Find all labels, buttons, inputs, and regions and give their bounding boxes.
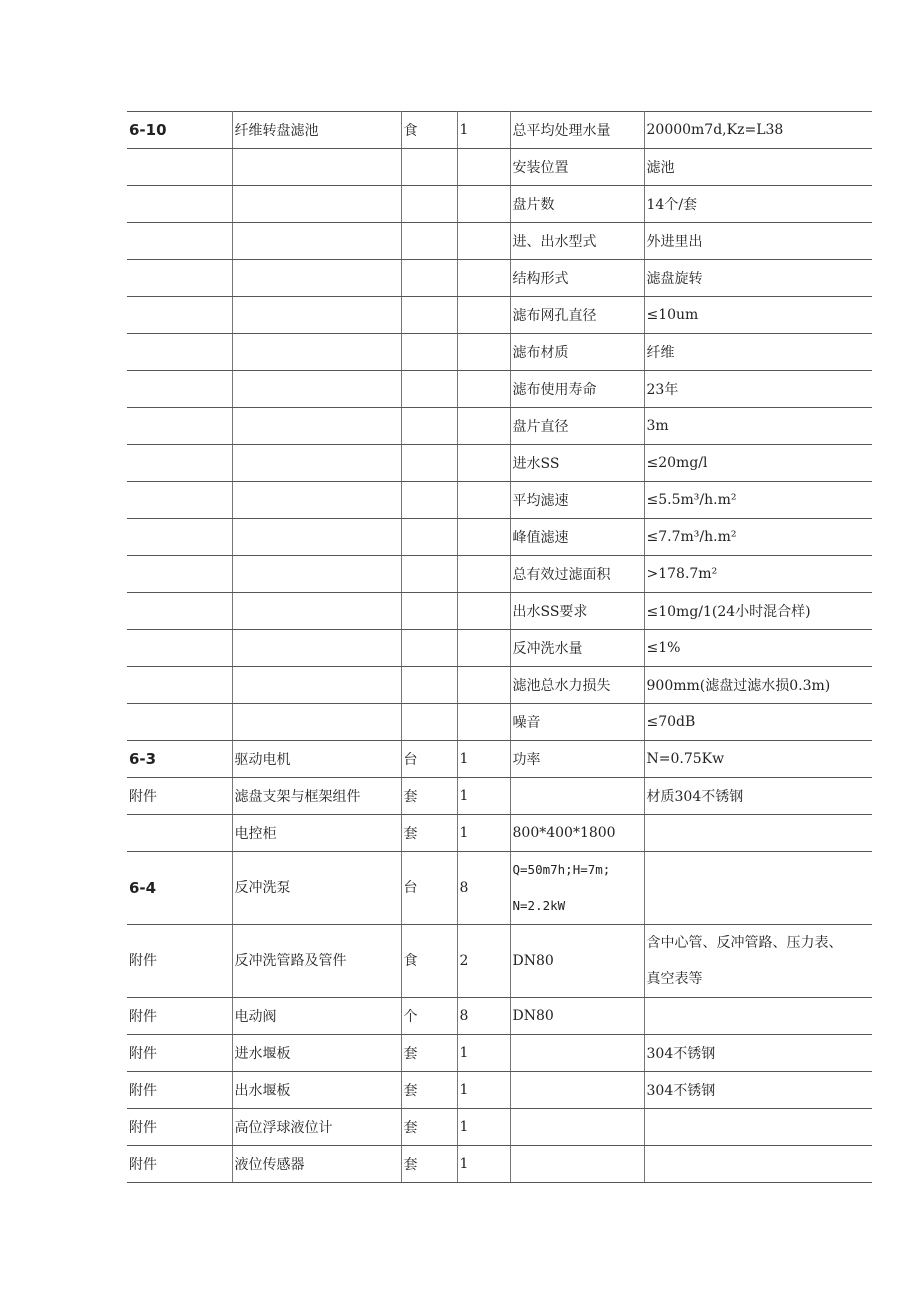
value-cell: ≤10um <box>644 297 872 334</box>
item-name-cell: 滤盘支架与框架组件 <box>232 778 401 815</box>
item-name-cell: 反冲洗泵 <box>232 852 401 925</box>
item-number-cell: 附件 <box>127 925 232 998</box>
value-cell: ≤70dB <box>644 704 872 741</box>
value-cell: 滤盘旋转 <box>644 260 872 297</box>
value-line: 真空表等 <box>646 971 703 987</box>
table-row <box>127 519 872 556</box>
quantity-cell <box>457 593 510 630</box>
value-cell <box>644 1109 872 1146</box>
parameter-cell: 800*400*1800 <box>510 815 644 852</box>
parameter-cell: 反冲洗水量 <box>510 630 644 667</box>
item-name-cell <box>232 371 401 408</box>
quantity-cell <box>457 371 510 408</box>
quantity-cell: 1 <box>457 112 510 149</box>
value-cell: ≤5.5m³/h.m² <box>644 482 872 519</box>
quantity-cell: 2 <box>457 925 510 998</box>
item-number-cell <box>127 260 232 297</box>
item-name-cell <box>232 630 401 667</box>
table-row <box>127 593 872 630</box>
unit-cell: 食 <box>401 925 457 998</box>
value-cell: >178.7m² <box>644 556 872 593</box>
quantity-cell <box>457 667 510 704</box>
unit-cell <box>401 556 457 593</box>
item-number-cell <box>127 519 232 556</box>
table-row <box>127 556 872 593</box>
parameter-cell: 滤布使用寿命 <box>510 371 644 408</box>
item-name-cell: 纤维转盘滤池 <box>232 112 401 149</box>
item-number-cell: 附件 <box>127 1146 232 1183</box>
parameter-cell <box>510 852 644 925</box>
quantity-cell <box>457 223 510 260</box>
item-name-cell <box>232 408 401 445</box>
table-row <box>127 149 872 186</box>
value-cell: 外进里出 <box>644 223 872 260</box>
parameter-cell: 滤布网孔直径 <box>510 297 644 334</box>
table-row <box>127 630 872 667</box>
table-row <box>127 741 872 778</box>
item-name-cell: 出水堰板 <box>232 1072 401 1109</box>
value-cell <box>644 925 872 998</box>
value-cell: 23年 <box>644 371 872 408</box>
table-row <box>127 371 872 408</box>
value-cell: 304不锈钢 <box>644 1072 872 1109</box>
table-row <box>127 925 872 998</box>
table-row <box>127 1035 872 1072</box>
value-cell: 3m <box>644 408 872 445</box>
parameter-cell: 滤池总水力损失 <box>510 667 644 704</box>
table-row <box>127 297 872 334</box>
unit-cell <box>401 297 457 334</box>
item-name-cell <box>232 556 401 593</box>
unit-cell <box>401 519 457 556</box>
table-row <box>127 1072 872 1109</box>
parameter-cell: 峰值滤速 <box>510 519 644 556</box>
unit-cell: 套 <box>401 1072 457 1109</box>
unit-cell: 个 <box>401 998 457 1035</box>
item-name-cell <box>232 223 401 260</box>
parameter-cell: 进水SS <box>510 445 644 482</box>
parameter-cell: 进、出水型式 <box>510 223 644 260</box>
item-name-cell: 进水堰板 <box>232 1035 401 1072</box>
value-cell: 900mm(滤盘过滤水损0.3m) <box>644 667 872 704</box>
table-row <box>127 998 872 1035</box>
parameter-cell <box>510 1035 644 1072</box>
parameter-cell: 结构形式 <box>510 260 644 297</box>
item-number-cell: 附件 <box>127 1035 232 1072</box>
item-number-cell <box>127 149 232 186</box>
value-cell <box>644 815 872 852</box>
table-row <box>127 815 872 852</box>
item-number-cell <box>127 593 232 630</box>
parameter-cell: 盘片直径 <box>510 408 644 445</box>
value-cell: ≤7.7m³/h.m² <box>644 519 872 556</box>
value-cell: 材质304不锈钢 <box>644 778 872 815</box>
quantity-cell <box>457 556 510 593</box>
value-cell <box>644 998 872 1035</box>
unit-cell: 台 <box>401 852 457 925</box>
table-row <box>127 1146 872 1183</box>
item-number-cell <box>127 815 232 852</box>
equipment-spec-table <box>127 111 872 1183</box>
unit-cell <box>401 482 457 519</box>
table-row <box>127 186 872 223</box>
item-name-cell: 电动阀 <box>232 998 401 1035</box>
item-number-cell: 6-10 <box>127 112 232 149</box>
quantity-cell <box>457 297 510 334</box>
item-name-cell <box>232 297 401 334</box>
unit-cell <box>401 371 457 408</box>
quantity-cell <box>457 260 510 297</box>
parameter-cell: 总平均处理水量 <box>510 112 644 149</box>
quantity-cell <box>457 186 510 223</box>
table-row <box>127 334 872 371</box>
parameter-cell: DN80 <box>510 998 644 1035</box>
table-row <box>127 852 872 925</box>
quantity-cell <box>457 334 510 371</box>
item-number-cell: 附件 <box>127 1109 232 1146</box>
item-number-cell: 6-4 <box>127 852 232 925</box>
unit-cell: 食 <box>401 112 457 149</box>
table-row <box>127 223 872 260</box>
item-number-cell: 附件 <box>127 778 232 815</box>
item-number-cell: 附件 <box>127 998 232 1035</box>
parameter-cell: 出水SS要求 <box>510 593 644 630</box>
quantity-cell <box>457 445 510 482</box>
value-cell: 14个/套 <box>644 186 872 223</box>
unit-cell: 套 <box>401 1109 457 1146</box>
item-number-cell <box>127 223 232 260</box>
unit-cell <box>401 408 457 445</box>
table-body <box>127 112 872 1183</box>
item-number-cell <box>127 445 232 482</box>
value-cell: ≤10mg/1(24小时混合样) <box>644 593 872 630</box>
quantity-cell: 8 <box>457 852 510 925</box>
unit-cell: 台 <box>401 741 457 778</box>
parameter-cell <box>510 1072 644 1109</box>
parameter-line: Q=50m7h;H=7m; <box>512 862 611 877</box>
quantity-cell <box>457 408 510 445</box>
parameter-cell <box>510 778 644 815</box>
unit-cell <box>401 186 457 223</box>
quantity-cell: 8 <box>457 998 510 1035</box>
table-row <box>127 667 872 704</box>
quantity-cell: 1 <box>457 1072 510 1109</box>
item-name-cell: 驱动电机 <box>232 741 401 778</box>
table-row <box>127 112 872 149</box>
parameter-cell: 安装位置 <box>510 149 644 186</box>
item-number-cell <box>127 408 232 445</box>
value-cell: 滤池 <box>644 149 872 186</box>
parameter-cell <box>510 1109 644 1146</box>
unit-cell <box>401 149 457 186</box>
item-name-cell <box>232 482 401 519</box>
quantity-cell <box>457 519 510 556</box>
item-number-cell <box>127 667 232 704</box>
table-row <box>127 1109 872 1146</box>
item-number-cell: 6-3 <box>127 741 232 778</box>
value-cell: N=0.75Kw <box>644 741 872 778</box>
parameter-cell: 滤布材质 <box>510 334 644 371</box>
value-cell: 纤维 <box>644 334 872 371</box>
unit-cell <box>401 593 457 630</box>
table-row <box>127 445 872 482</box>
quantity-cell: 1 <box>457 1035 510 1072</box>
item-name-cell <box>232 186 401 223</box>
parameter-cell: 噪音 <box>510 704 644 741</box>
quantity-cell: 1 <box>457 815 510 852</box>
parameter-cell: 平均滤速 <box>510 482 644 519</box>
value-line: 含中心管、反冲管路、压力表、 <box>646 935 843 951</box>
unit-cell <box>401 667 457 704</box>
quantity-cell: 1 <box>457 1109 510 1146</box>
item-name-cell <box>232 704 401 741</box>
unit-cell: 套 <box>401 1146 457 1183</box>
unit-cell: 套 <box>401 815 457 852</box>
item-name-cell: 电控柜 <box>232 815 401 852</box>
item-number-cell <box>127 334 232 371</box>
value-cell <box>644 1146 872 1183</box>
parameter-cell: DN80 <box>510 925 644 998</box>
item-name-cell <box>232 593 401 630</box>
item-number-cell <box>127 704 232 741</box>
unit-cell <box>401 223 457 260</box>
value-cell: ≤1% <box>644 630 872 667</box>
table-row <box>127 482 872 519</box>
unit-cell <box>401 704 457 741</box>
value-cell: 20000m7d,Kz=L38 <box>644 112 872 149</box>
item-number-cell <box>127 630 232 667</box>
item-name-cell: 高位浮球液位计 <box>232 1109 401 1146</box>
table-row <box>127 408 872 445</box>
item-number-cell <box>127 371 232 408</box>
item-number-cell <box>127 186 232 223</box>
item-name-cell <box>232 519 401 556</box>
item-name-cell <box>232 445 401 482</box>
parameter-cell <box>510 1146 644 1183</box>
value-cell: 304不锈钢 <box>644 1035 872 1072</box>
value-cell <box>644 852 872 925</box>
item-number-cell: 附件 <box>127 1072 232 1109</box>
quantity-cell <box>457 482 510 519</box>
parameter-cell: 功率 <box>510 741 644 778</box>
item-name-cell: 液位传感器 <box>232 1146 401 1183</box>
quantity-cell: 1 <box>457 741 510 778</box>
unit-cell <box>401 445 457 482</box>
parameter-line: N=2.2kW <box>512 898 566 913</box>
unit-cell <box>401 260 457 297</box>
table-row <box>127 704 872 741</box>
item-name-cell <box>232 149 401 186</box>
unit-cell <box>401 334 457 371</box>
table-row <box>127 778 872 815</box>
table-row <box>127 260 872 297</box>
quantity-cell: 1 <box>457 1146 510 1183</box>
parameter-cell: 总有效过滤面积 <box>510 556 644 593</box>
item-number-cell <box>127 556 232 593</box>
quantity-cell: 1 <box>457 778 510 815</box>
value-cell: ≤20mg/l <box>644 445 872 482</box>
parameter-cell: 盘片数 <box>510 186 644 223</box>
quantity-cell <box>457 149 510 186</box>
unit-cell: 套 <box>401 1035 457 1072</box>
quantity-cell <box>457 630 510 667</box>
item-name-cell: 反冲洗管路及管件 <box>232 925 401 998</box>
item-name-cell <box>232 260 401 297</box>
unit-cell <box>401 630 457 667</box>
item-name-cell <box>232 334 401 371</box>
quantity-cell <box>457 704 510 741</box>
item-name-cell <box>232 667 401 704</box>
item-number-cell <box>127 297 232 334</box>
item-number-cell <box>127 482 232 519</box>
unit-cell: 套 <box>401 778 457 815</box>
